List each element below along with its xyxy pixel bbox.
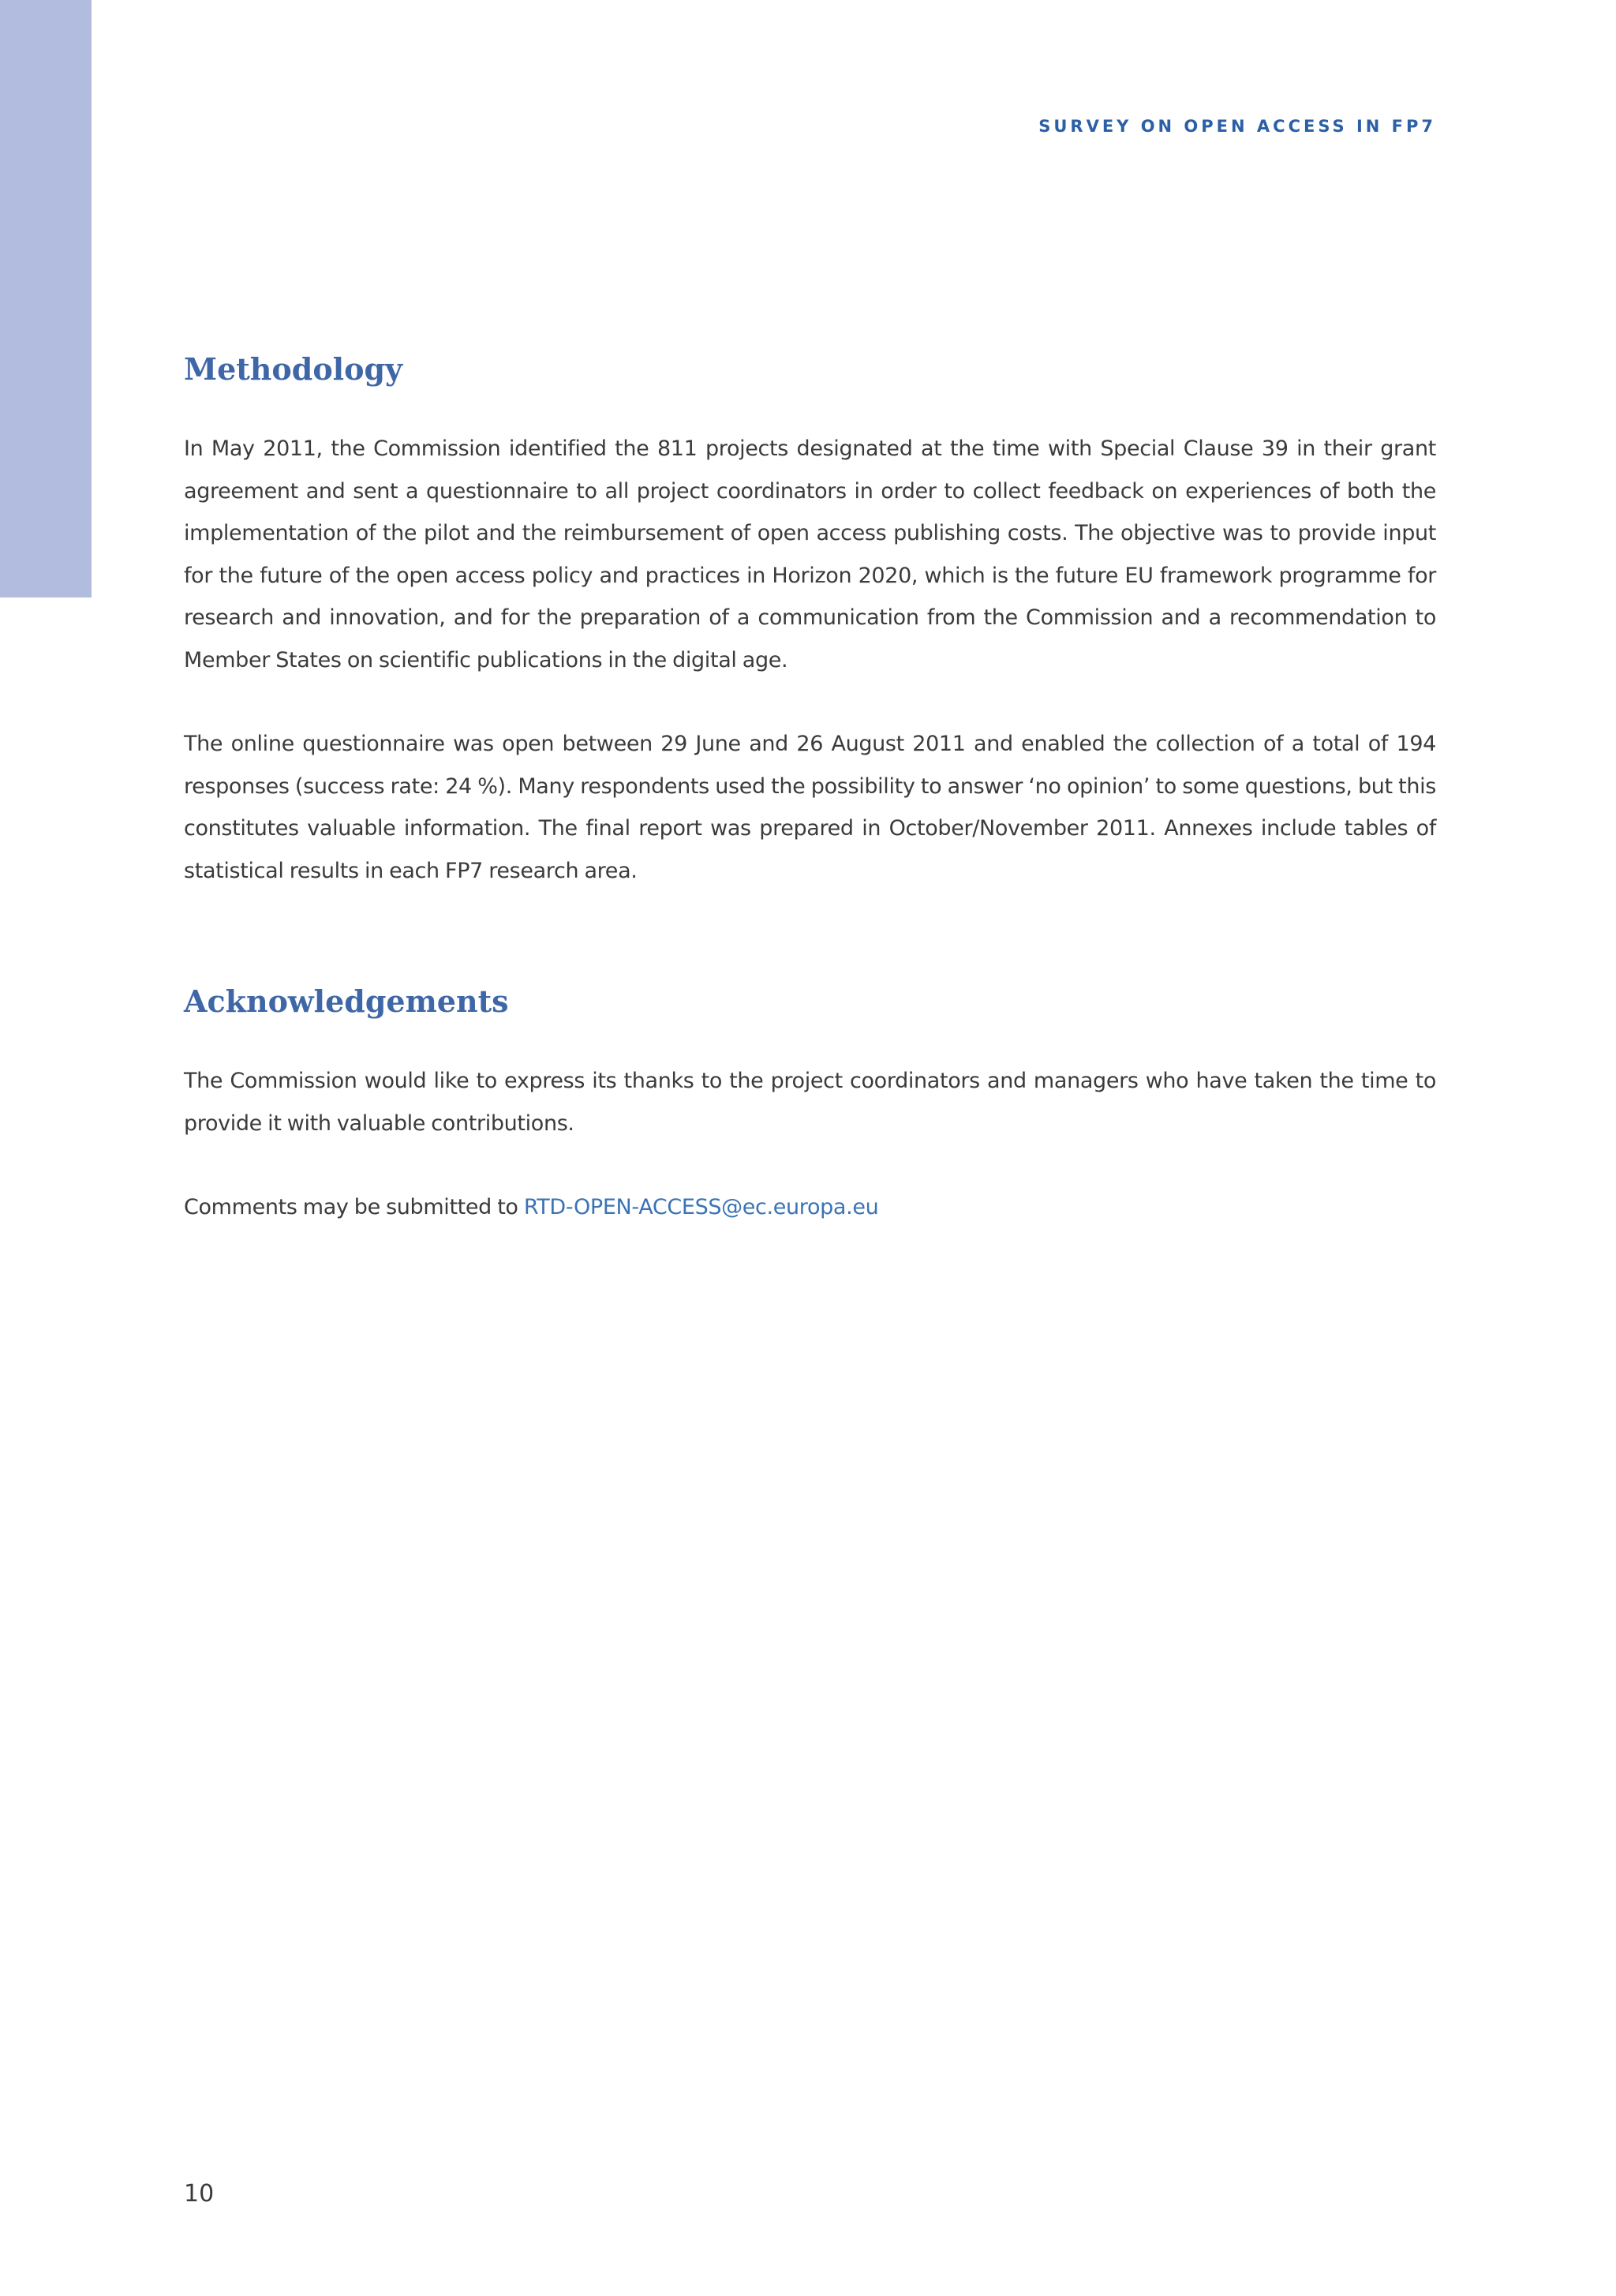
comments-prefix: Comments may be submitted to bbox=[184, 1195, 524, 1219]
acknowledgements-heading: Acknowledgements bbox=[184, 983, 509, 1019]
side-color-bar bbox=[0, 0, 92, 597]
comments-line bbox=[184, 1186, 1436, 1229]
page-number: 10 bbox=[184, 2180, 215, 2208]
contact-email-link[interactable]: RTD-OPEN-ACCESS@ec.europa.eu bbox=[523, 1195, 879, 1219]
running-header: SURVEY ON OPEN ACCESS IN FP7 bbox=[1038, 117, 1436, 136]
page-content bbox=[184, 344, 1436, 1229]
acknowledgements-paragraph: The Commission would like to express its thanks to the project coordinators and managers who have taken the time to provide it with valuable contributions. bbox=[184, 1069, 1436, 1136]
methodology-paragraph-2: The online questionnaire was open between 29 June and 26 August 2011 and enabled the collection of a total of 194 responses (success rate: 24 %). Many respondents used the possibility to answer ‘no opinion’ to some questions, but this constitutes valuable information. The final report was prepared in October/November 2011. Annexes include tables of statistical results in each FP7 research area. bbox=[184, 732, 1436, 883]
methodology-paragraph-1: In May 2011, the Commission identified the 811 projects designated at the time with Special Clause 39 in their grant agreement and sent a questionnaire to all project coordinators in order to collect feedback on experiences of both the implementation of the pilot and the reimbursement of open access publishing costs. The objective was to provide input for the future of the open access policy and practices in Horizon 2020, which is the future EU framework programme for research and innovation, and for the preparation of a communication from the Commission and a recommendation to Member States on scientific publications in the digital age. bbox=[184, 436, 1436, 672]
methodology-heading: Methodology bbox=[184, 351, 403, 387]
